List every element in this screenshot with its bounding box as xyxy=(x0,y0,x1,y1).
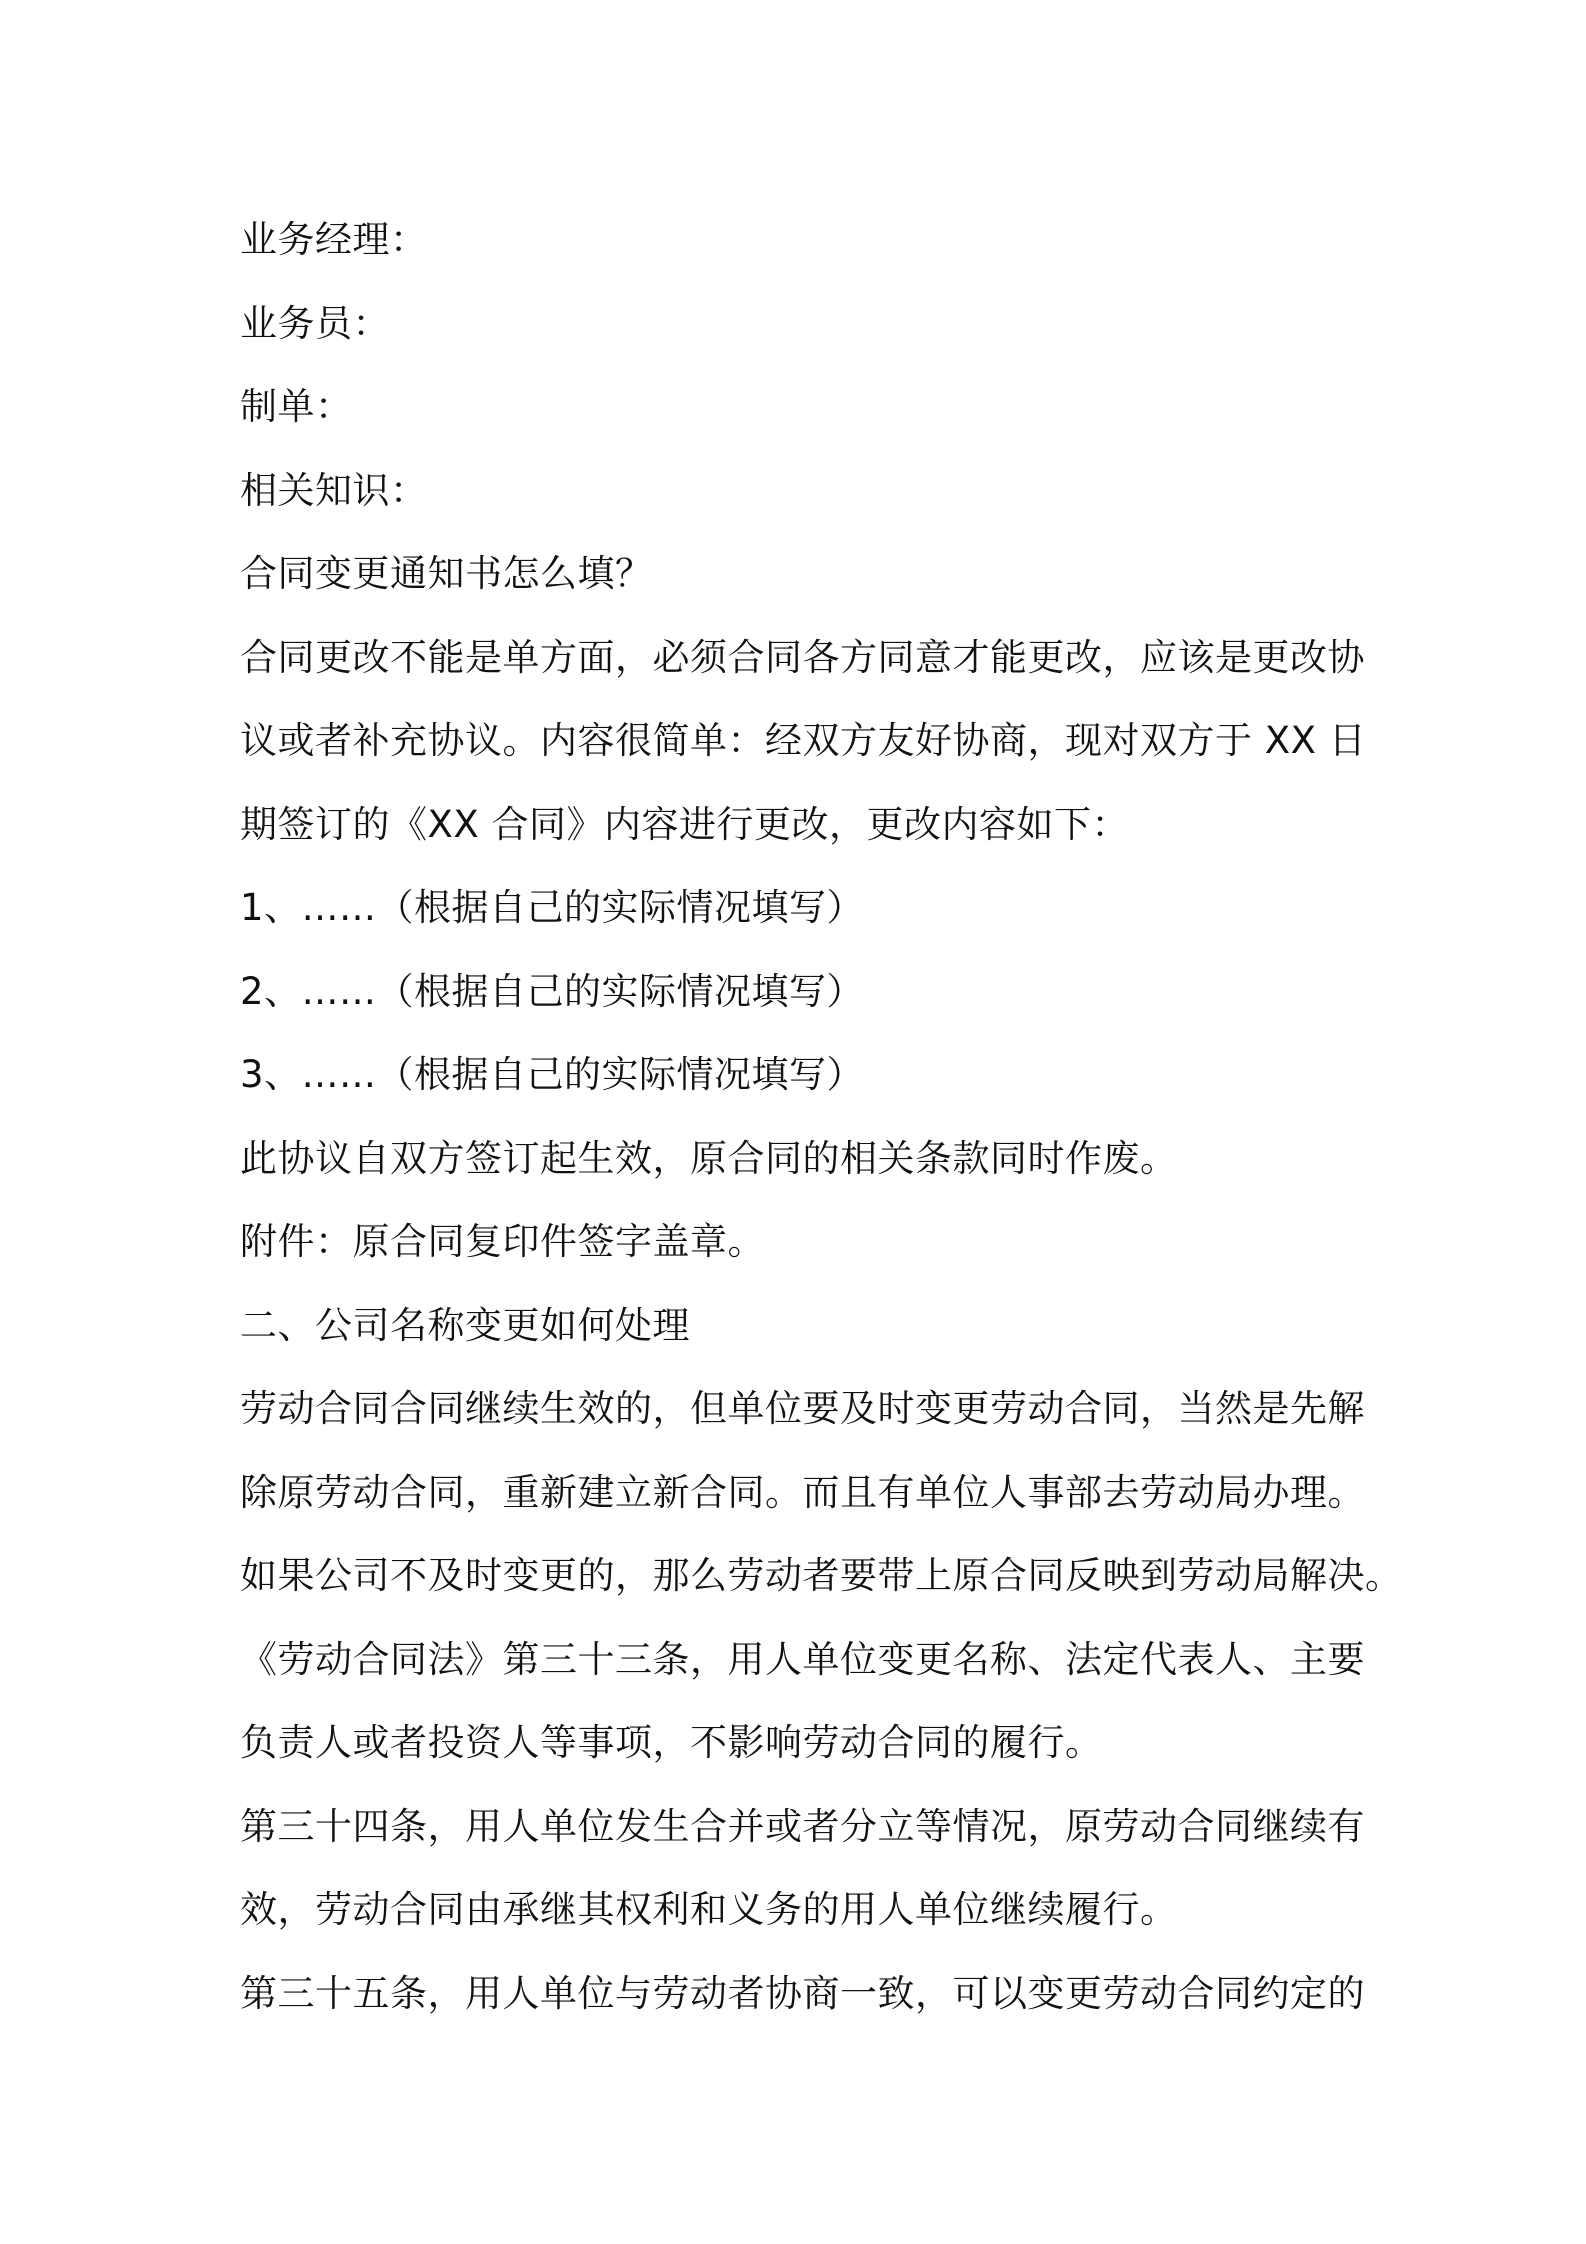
paragraph-line: 合同更改不能是单方面，必须合同各方同意才能更改，应该是更改协 xyxy=(240,635,1365,679)
attachment-line: 附件：原合同复印件签字盖章。 xyxy=(240,1220,765,1263)
question-heading: 合同变更通知书怎么填？ xyxy=(240,552,653,595)
paragraph-line: 第三十四条，用人单位发生合并或者分立等情况，原劳动合同继续有 xyxy=(240,1804,1365,1848)
paragraph-line: 如果公司不及时变更的，那么劳动者要带上原合同反映到劳动局解决。 xyxy=(240,1554,1403,1597)
paragraph-line: 除原劳动合同，重新建立新合同。而且有单位人事部去劳动局办理。 xyxy=(240,1470,1365,1514)
document-body xyxy=(240,198,1403,2035)
field-prepared-by: 制单： xyxy=(240,385,353,428)
paragraph-line: 《劳动合同法》第三十三条，用人单位变更名称、法定代表人、主要 xyxy=(240,1637,1365,1681)
list-item: 3、……（根据自己的实际情况填写） xyxy=(240,1053,865,1096)
field-salesperson: 业务员： xyxy=(240,301,390,345)
field-business-manager: 业务经理： xyxy=(240,218,428,261)
list-item: 2、……（根据自己的实际情况填写） xyxy=(240,969,865,1013)
section-heading: 二、公司名称变更如何处理 xyxy=(240,1303,690,1347)
paragraph-line: 此协议自双方签订起生效，原合同的相关条款同时作废。 xyxy=(240,1136,1178,1180)
section-related-knowledge: 相关知识： xyxy=(240,468,428,512)
paragraph-line: 劳动合同合同继续生效的，但单位要及时变更劳动合同，当然是先解 xyxy=(240,1387,1365,1430)
paragraph-line: 负责人或者投资人等事项，不影响劳动合同的履行。 xyxy=(240,1721,1103,1764)
paragraph-line: 期签订的《XX 合同》内容进行更改，更改内容如下： xyxy=(240,802,1129,846)
paragraph-line: 议或者补充协议。内容很简单：经双方友好协商，现对双方于 XX 日 xyxy=(240,719,1367,762)
paragraph-line: 第三十五条，用人单位与劳动者协商一致，可以变更劳动合同约定的 xyxy=(240,1971,1365,2015)
paragraph-line: 效，劳动合同由承继其权利和义务的用人单位继续履行。 xyxy=(240,1888,1178,1931)
list-item: 1、……（根据自己的实际情况填写） xyxy=(240,886,865,929)
